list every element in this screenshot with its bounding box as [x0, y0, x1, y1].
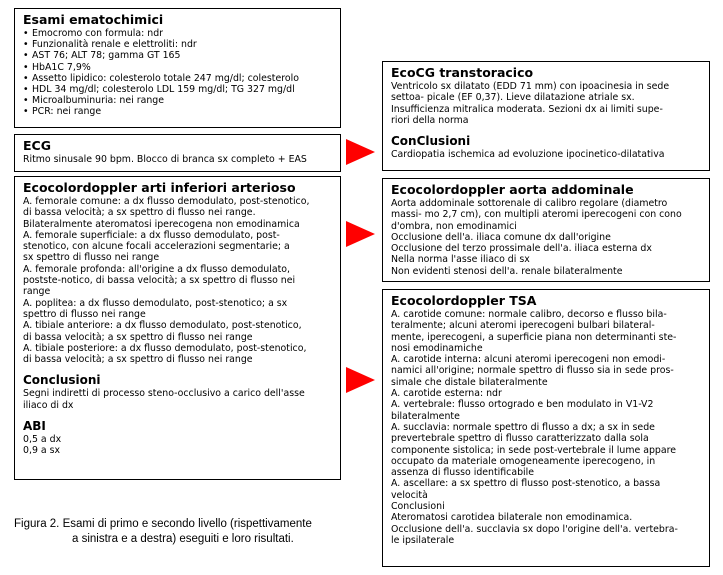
text-line: di bassa velocità; a sx spettro di flusso nei range [23, 354, 253, 366]
text-line: namici all'origine; normale spettro di flusso sia in sede pros- [391, 365, 674, 377]
text-line: A. succlavia: normale spettro di flusso a dx; a sx in sede [391, 421, 655, 433]
ecg-text: Ritmo sinusale 90 bpm. Blocco di branca sx completo + EAS [23, 154, 307, 165]
ecg-title: ECG [23, 138, 51, 153]
text-line: teralmente; alcuni ateromi iperecogeni bulbari bilateral- [391, 320, 655, 332]
text-line: A. poplitea: a dx flusso demodulato, post-stenotico; a sx [23, 297, 288, 309]
text-line: settoa- picale (EF 0,37). Lieve dilatazione atriale sx. [391, 92, 635, 104]
arrow-right-icon [346, 367, 375, 393]
list-item: • Microalbuminuria: nei range [23, 95, 334, 106]
text-line: Non evidenti stenosi dell'a. renale bilateralmente [391, 265, 623, 277]
text-line: A. femorale comune: a dx flusso demodulato, post-stenotico, [23, 196, 310, 207]
text-line: di bassa velocità; a sx spettro di flusso nei range. [23, 207, 256, 219]
esami-list [23, 28, 334, 118]
text-line: A. carotide comune: normale calibro, decorso e flusso bila- [391, 309, 667, 320]
list-item: • HbA1C 7,9% [23, 62, 334, 73]
text-line: prevertebrale spettro di flusso caratterizzato dalla sola [391, 433, 649, 445]
text-line: nosi emodinamiche [391, 342, 483, 354]
ecocg-conclusioni-text: Cardiopatia ischemica ad evoluzione ipocinetico-dilatativa [391, 149, 665, 161]
text-line: Segni indiretti di processo steno-occlusivo a carico dell'asse [23, 388, 305, 400]
text-line: spettro di flusso nei range [23, 308, 146, 320]
text-line: Bilateralmente ateromatosi iperecogena non emodinamica [23, 218, 300, 230]
text-line: sx spettro di flusso nei range [23, 252, 160, 264]
tsa-title: Ecocolordoppler TSA [391, 293, 537, 308]
text-line: A. carotide interna: alcuni ateromi iperecogeni non emodi- [391, 354, 666, 366]
box-arti-inferiori [14, 176, 341, 480]
text-line: assenza di flusso identificabile [391, 467, 535, 479]
list-item: • Emocromo con formula: ndr [23, 28, 334, 39]
arrow-right-icon [346, 139, 375, 165]
text-line: componente sistolica; in sede post-vertebrale il lume appare [391, 444, 677, 456]
ecocg-conclusioni-title: ConClusioni [391, 134, 471, 149]
text-line: occupato da materiale omogeneamente iperecogeno, in [391, 455, 656, 467]
text-line: iliaco di dx [23, 399, 74, 411]
text-line: stenotico, con alcune focali accelerazioni segmentarie; a [23, 241, 290, 253]
list-item-continuation: • HDL 34 mg/dl; colesterolo LDL 159 mg/dl; TG 327 mg/dl [23, 84, 334, 95]
esami-title: Esami ematochimici [23, 12, 164, 27]
text-line: A. vertebrale: flusso ortogrado e ben modulato in V1-V2 [391, 399, 654, 411]
text-line: Nella norma l'asse iliaco di sx [391, 254, 530, 266]
arti-title: Ecocolordoppler arti inferiori arterioso [23, 180, 296, 195]
text-line: bilateralmente [391, 410, 460, 422]
text-line: Occlusione dell'a. succlavia sx dopo l'origine dell'a. vertebra- [391, 523, 678, 535]
list-item: • PCR: nei range [23, 106, 334, 117]
arrow-right-icon [346, 221, 375, 247]
text-line: di bassa velocità; a sx spettro di flusso nei range [23, 331, 253, 343]
text-line: d'ombra, non emodinamici [391, 220, 517, 232]
text-line: le ipsilaterale [391, 534, 455, 546]
figure-caption [14, 517, 354, 547]
abi-title: ABI [23, 419, 46, 434]
caption-line-2: a sinistra e a destra) eseguiti e loro risultati. [72, 533, 294, 545]
text-line: Occlusione dell'a. iliaca comune dx dall'origine [391, 231, 611, 243]
text-line: A. femorale profonda: all'origine a dx flusso demodulato, [23, 263, 290, 275]
text-line: mente, iperecogeni, a superficie piana non determinanti ste- [391, 331, 677, 343]
caption-line-1: Figura 2. Esami di primo e secondo livello (rispettivamente [14, 518, 312, 530]
list-item: • Assetto lipidico: colesterolo totale 247 mg/dl; colesterolo [23, 73, 334, 84]
text-line: A. ascellare: a sx spettro di flusso post-stenotico, a bassa [391, 478, 661, 490]
text-line: Insufficienza mitralica moderata. Sezioni dx ai limiti supe- [391, 103, 663, 115]
box-aorta-addominale [382, 178, 710, 282]
ecocg-title: EcoCG transtoracico [391, 65, 534, 80]
text-line: A. tibiale anteriore: a dx flusso demodulato, post-stenotico, [23, 320, 302, 332]
text-line: velocità [391, 489, 428, 501]
box-tsa [382, 289, 710, 567]
abi-value: 0,5 a dx [23, 434, 62, 446]
box-esami-ematochimici [14, 8, 341, 128]
box-ecocg [382, 61, 710, 171]
text-line: A. carotide esterna: ndr [391, 388, 502, 400]
text-line: Ventricolo sx dilatato (EDD 71 mm) con ipoacinesia in sede [391, 81, 670, 92]
text-line: Aorta addominale sottorenale di calibro regolare (diametro [391, 198, 668, 209]
arti-conclusioni-title: Conclusioni [23, 373, 101, 388]
text-line: Ateromatosi carotidea bilaterale non emodinamica. [391, 512, 633, 524]
text-line: A. tibiale posteriore: a dx flusso demodulato, post-stenotico, [23, 342, 307, 354]
text-line: range [23, 286, 51, 298]
aorta-title: Ecocolordoppler aorta addominale [391, 182, 634, 197]
list-item: • AST 76; ALT 78; gamma GT 165 [23, 50, 334, 61]
text-line: Occlusione del terzo prossimale dell'a. iliaca esterna dx [391, 243, 652, 255]
text-line: massi- mo 2,7 cm), con multipli ateromi iperecogeni con cono [391, 209, 682, 221]
list-item: • Funzionalità renale e elettroliti: ndr [23, 39, 334, 50]
text-line: riori della norma [391, 114, 469, 126]
abi-value: 0,9 a sx [23, 445, 61, 457]
text-line: simale che distale bilateralmente [391, 376, 548, 388]
text-line: Conclusioni [391, 501, 445, 513]
box-ecg [14, 134, 341, 172]
text-line: postste-notico, di bassa velocità; a sx spettro di flusso nei [23, 275, 296, 287]
text-line: A. femorale superficiale: a dx flusso demodulato, post- [23, 229, 280, 241]
